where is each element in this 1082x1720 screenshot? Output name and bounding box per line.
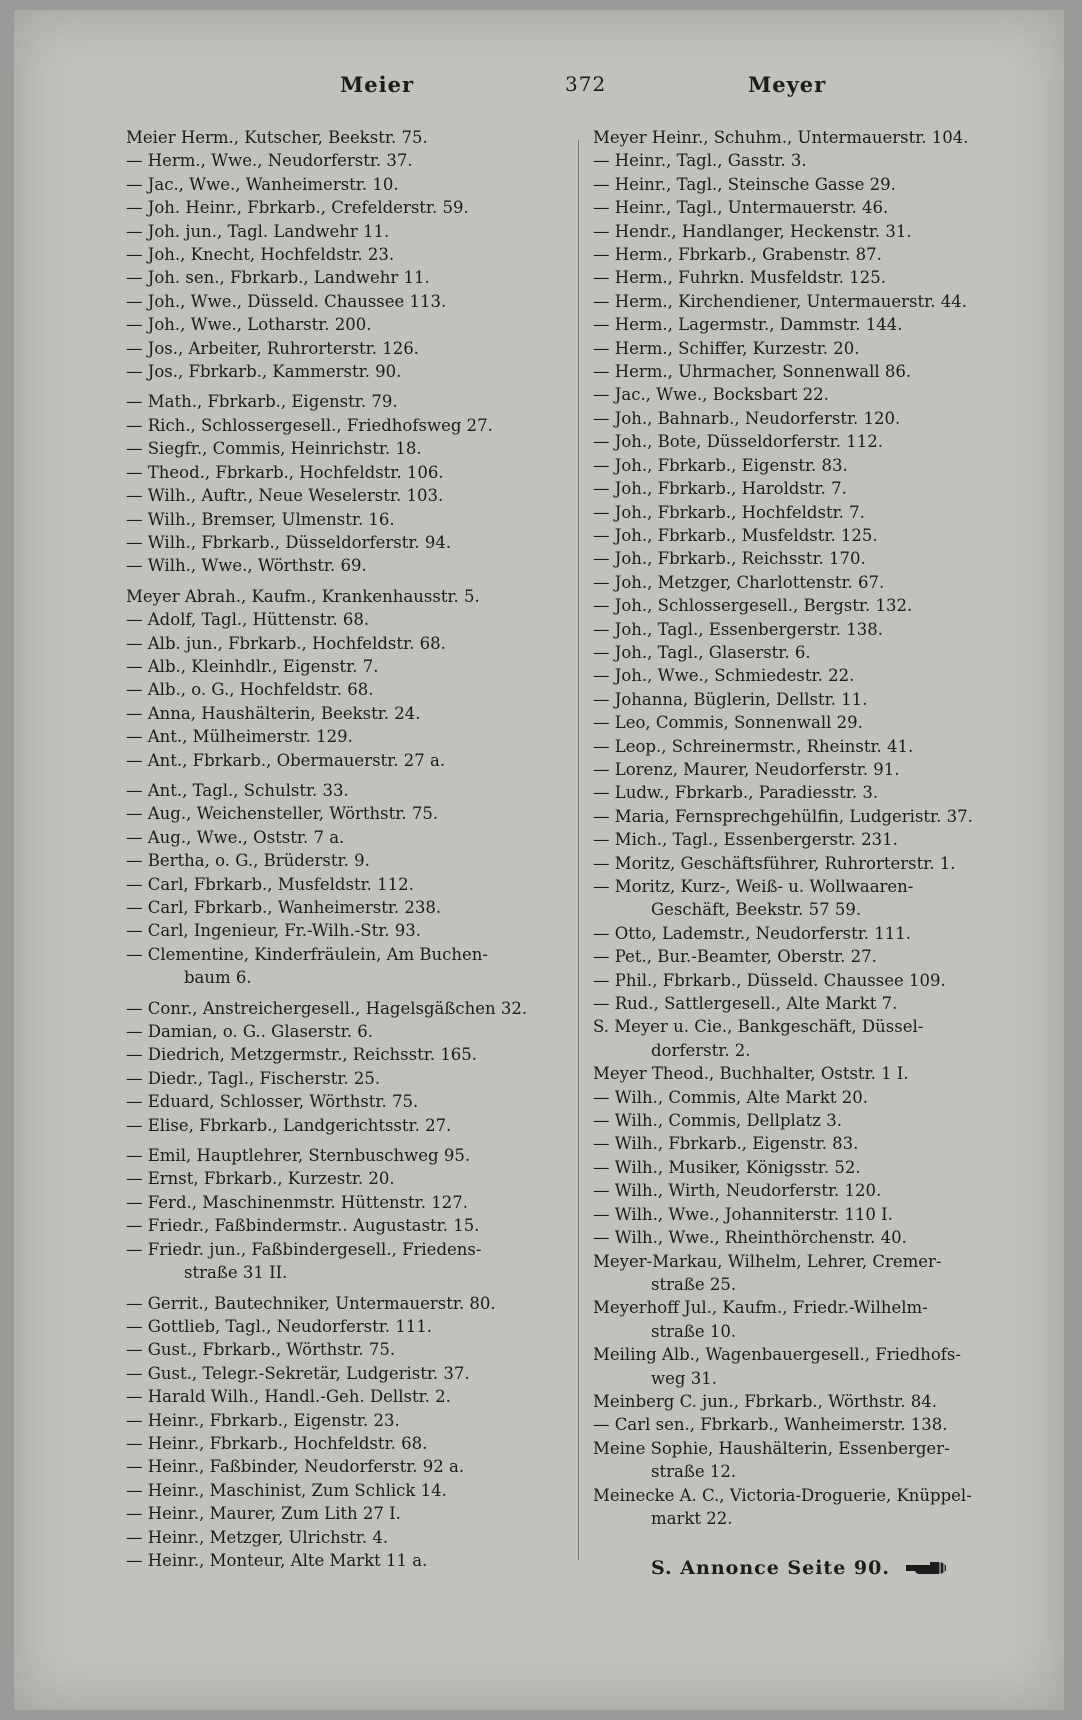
left-column-entry: — Alb., o. G., Hochfeldstr. 68.: [126, 680, 374, 700]
left-column-entry: — Heinr., Fbrkarb., Hochfeldstr. 68.: [126, 1433, 428, 1453]
left-column-entry: — Aug., Wwe., Oststr. 7 a.: [126, 827, 345, 847]
left-column-entry: — Diedr., Tagl., Fischerstr. 25.: [126, 1068, 381, 1088]
left-column-entry: — Jos., Arbeiter, Ruhrorterstr. 126.: [126, 338, 419, 358]
right-column: [593, 126, 1023, 1530]
column-divider: [578, 140, 579, 1560]
left-column-entry: — Joh., Knecht, Hochfeldstr. 23.: [126, 245, 395, 265]
left-column-entry: — Gust., Fbrkarb., Wörthstr. 75.: [126, 1340, 396, 1360]
right-column-entry: straße 12.: [651, 1462, 737, 1482]
right-column-entry: — Mich., Tagl., Essenbergerstr. 231.: [593, 830, 898, 850]
right-column-entry: Meyerhoff Jul., Kaufm., Friedr.-Wilhelm-: [593, 1298, 928, 1318]
right-column-entry: — Herm., Fbrkarb., Grabenstr. 87.: [593, 245, 882, 265]
left-column-entry: — Siegfr., Commis, Heinrichstr. 18.: [126, 439, 422, 459]
left-column-entry: — Damian, o. G.. Glaserstr. 6.: [126, 1022, 373, 1042]
left-column-entry: — Rich., Schlossergesell., Friedhofsweg 27.: [126, 415, 493, 435]
right-column-entry: — Wilh., Wwe., Rheinthörchenstr. 40.: [593, 1228, 907, 1248]
right-column-entry: Meyer-Markau, Wilhelm, Lehrer, Cremer-: [593, 1251, 942, 1271]
right-column-entry: — Hendr., Handlanger, Heckenstr. 31.: [593, 221, 912, 241]
right-column-entry: — Leo, Commis, Sonnenwall 29.: [593, 713, 863, 733]
right-column-entry: — Johanna, Büglerin, Dellstr. 11.: [593, 689, 868, 709]
left-column-entry: — Jac., Wwe., Wanheimerstr. 10.: [126, 174, 399, 194]
left-column-entry: — Alb. jun., Fbrkarb., Hochfeldstr. 68.: [126, 633, 446, 653]
left-column-entry: — Theod., Fbrkarb., Hochfeldstr. 106.: [126, 462, 444, 482]
left-column-entry: — Heinr., Maurer, Zum Lith 27 I.: [126, 1504, 401, 1524]
left-column-entry: — Jos., Fbrkarb., Kammerstr. 90.: [126, 362, 402, 382]
page-header: [0, 72, 1082, 112]
right-column-entry: — Otto, Lademstr., Neudorferstr. 111.: [593, 923, 912, 943]
right-column-entry: Meinberg C. jun., Fbrkarb., Wörthstr. 84.: [593, 1391, 937, 1411]
right-column-entry: — Joh., Tagl., Glaserstr. 6.: [593, 642, 811, 662]
left-column-entry: — Anna, Haushälterin, Beekstr. 24.: [126, 703, 421, 723]
right-column-entry: — Joh., Fbrkarb., Hochfeldstr. 7.: [593, 502, 865, 522]
left-column-entry: — Joh. jun., Tagl. Landwehr 11.: [126, 221, 390, 241]
left-column-entry: — Wilh., Fbrkarb., Düsseldorferstr. 94.: [126, 532, 452, 552]
left-column-entry: — Ant., Fbrkarb., Obermauerstr. 27 a.: [126, 750, 446, 770]
left-column-entry: — Heinr., Monteur, Alte Markt 11 a.: [126, 1550, 428, 1570]
left-column-entry: — Heinr., Faßbinder, Neudorferstr. 92 a.: [126, 1457, 465, 1477]
left-column-entry: — Gottlieb, Tagl., Neudorferstr. 111.: [126, 1316, 432, 1336]
right-column-entry: — Joh., Wwe., Schmiedestr. 22.: [593, 666, 855, 686]
left-column-entry: — Ant., Tagl., Schulstr. 33.: [126, 780, 349, 800]
header-left-keyword: Meier: [340, 72, 415, 97]
right-column-entry: straße 25.: [651, 1274, 737, 1294]
left-column-entry: — Adolf, Tagl., Hüttenstr. 68.: [126, 610, 370, 630]
pointing-hand-icon: [906, 1558, 948, 1581]
left-column-entry: — Heinr., Metzger, Ulrichstr. 4.: [126, 1527, 389, 1547]
right-column-entry: — Herm., Lagermstr., Dammstr. 144.: [593, 315, 903, 335]
left-column-entry: straße 31 II.: [184, 1263, 288, 1283]
left-column-entry: — Diedrich, Metzgermstr., Reichsstr. 165.: [126, 1045, 478, 1065]
right-column-entry: — Joh., Fbrkarb., Eigenstr. 83.: [593, 455, 848, 475]
right-column-entry: Meine Sophie, Haushälterin, Essenberger-: [593, 1438, 950, 1458]
left-column-entry: baum 6.: [184, 968, 252, 988]
right-column-entry: — Lorenz, Maurer, Neudorferstr. 91.: [593, 759, 900, 779]
right-column-entry: — Pet., Bur.-Beamter, Oberstr. 27.: [593, 947, 877, 967]
left-column-entry: — Gerrit., Bautechniker, Untermauerstr. 80.: [126, 1293, 496, 1313]
left-column-entry: — Carl, Ingenieur, Fr.-Wilh.-Str. 93.: [126, 921, 422, 941]
annonce-text: S. Annonce Seite 90.: [651, 1557, 890, 1579]
left-column-entry: — Clementine, Kinderfräulein, Am Buchen-: [126, 944, 488, 964]
left-column-entry: Meier Herm., Kutscher, Beekstr. 75.: [126, 128, 428, 147]
left-column-entry: — Wilh., Auftr., Neue Weselerstr. 103.: [126, 486, 444, 506]
left-column-entry: — Carl, Fbrkarb., Musfeldstr. 112.: [126, 874, 414, 894]
left-column-entry: — Elise, Fbrkarb., Landgerichtsstr. 27.: [126, 1115, 452, 1135]
right-column-entry: — Heinr., Tagl., Gasstr. 3.: [593, 151, 807, 171]
right-column-entry: — Herm., Schiffer, Kurzestr. 20.: [593, 338, 860, 358]
left-column-entry: — Math., Fbrkarb., Eigenstr. 79.: [126, 392, 398, 412]
right-column-entry: — Rud., Sattlergesell., Alte Markt 7.: [593, 994, 898, 1014]
left-column-entry: — Harald Wilh., Handl.-Geh. Dellstr. 2.: [126, 1387, 451, 1407]
right-column-entry: — Heinr., Tagl., Steinsche Gasse 29.: [593, 174, 896, 194]
right-column-entry: — Moritz, Geschäftsführer, Ruhrorterstr. 1.: [593, 853, 956, 873]
right-column-entry: — Wilh., Wirth, Neudorferstr. 120.: [593, 1181, 882, 1201]
right-column-entry: — Heinr., Tagl., Untermauerstr. 46.: [593, 198, 889, 218]
right-column-entry: — Joh., Schlossergesell., Bergstr. 132.: [593, 596, 913, 616]
left-column-entry: — Joh., Wwe., Düsseld. Chaussee 113.: [126, 291, 447, 311]
right-column-entry: — Joh., Fbrkarb., Musfeldstr. 125.: [593, 525, 878, 545]
right-column-entry: — Maria, Fernsprechgehülfin, Ludgeristr. 37.: [593, 806, 973, 826]
right-column-entry: — Ludw., Fbrkarb., Paradiesstr. 3.: [593, 783, 879, 803]
left-column-entry: — Friedr. jun., Faßbindergesell., Friedens-: [126, 1239, 482, 1259]
left-column-entry: — Ernst, Fbrkarb., Kurzestr. 20.: [126, 1169, 395, 1189]
header-right-keyword: Meyer: [748, 72, 827, 97]
right-column-entry: straße 10.: [651, 1321, 737, 1341]
left-column-entry: — Emil, Hauptlehrer, Sternbuschweg 95.: [126, 1146, 471, 1166]
right-column-entry: Meinecke A. C., Victoria-Droguerie, Knüppel-: [593, 1485, 972, 1505]
right-column-entry: — Joh., Bahnarb., Neudorferstr. 120.: [593, 408, 901, 428]
right-column-entry: — Herm., Uhrmacher, Sonnenwall 86.: [593, 362, 912, 382]
left-column-entry: — Gust., Telegr.-Sekretär, Ludgeristr. 37.: [126, 1363, 470, 1383]
left-column-entry: — Ant., Mülheimerstr. 129.: [126, 727, 353, 747]
right-column-entry: — Wilh., Wwe., Johanniterstr. 110 I.: [593, 1204, 893, 1224]
right-column-entry: — Herm., Kirchendiener, Untermauerstr. 44.: [593, 291, 967, 311]
right-column-entry: — Wilh., Fbrkarb., Eigenstr. 83.: [593, 1134, 859, 1154]
right-column-entry: — Jac., Wwe., Bocksbart 22.: [593, 385, 829, 405]
right-column-entry: markt 22.: [651, 1508, 733, 1528]
left-column-entry: — Aug., Weichensteller, Wörthstr. 75.: [126, 804, 439, 824]
left-column-entry: — Heinr., Maschinist, Zum Schlick 14.: [126, 1480, 447, 1500]
right-column-entry: Geschäft, Beekstr. 57 59.: [651, 900, 862, 920]
right-column-entry: Meyer Theod., Buchhalter, Oststr. 1 I.: [593, 1064, 909, 1084]
annonce-footer: [651, 1557, 948, 1581]
right-column-entry: — Leop., Schreinermstr., Rheinstr. 41.: [593, 736, 914, 756]
left-column-entry: — Wilh., Bremser, Ulmenstr. 16.: [126, 509, 395, 529]
left-column-entry: — Joh. Heinr., Fbrkarb., Crefelderstr. 59.: [126, 198, 469, 218]
right-column-entry: — Phil., Fbrkarb., Düsseld. Chaussee 109.: [593, 970, 946, 990]
left-column-entry: — Eduard, Schlosser, Wörthstr. 75.: [126, 1092, 419, 1112]
left-column-entry: — Ferd., Maschinenmstr. Hüttenstr. 127.: [126, 1192, 468, 1212]
left-column-entry: — Wilh., Wwe., Wörthstr. 69.: [126, 556, 367, 576]
page-number: 372: [565, 72, 607, 96]
right-column-entry: — Herm., Fuhrkn. Musfeldstr. 125.: [593, 268, 886, 288]
right-column-entry: — Carl sen., Fbrkarb., Wanheimerstr. 138.: [593, 1415, 948, 1435]
left-column-entry: — Friedr., Faßbindermstr.. Augustastr. 15.: [126, 1216, 480, 1236]
left-column: [126, 126, 566, 1572]
left-column-entry: — Carl, Fbrkarb., Wanheimerstr. 238.: [126, 898, 442, 917]
right-column-entry: — Joh., Metzger, Charlottenstr. 67.: [593, 572, 885, 592]
right-column-entry: Meiling Alb., Wagenbauergesell., Friedhofs-: [593, 1345, 961, 1365]
right-column-entry: — Joh., Bote, Düsseldorferstr. 112.: [593, 432, 883, 452]
right-column-entry: — Joh., Fbrkarb., Haroldstr. 7.: [593, 479, 847, 499]
left-column-entry: — Heinr., Fbrkarb., Eigenstr. 23.: [126, 1410, 400, 1430]
left-column-entry: Meyer Abrah., Kaufm., Krankenhausstr. 5.: [126, 586, 480, 606]
right-column-entry: S. Meyer u. Cie., Bankgeschäft, Düssel-: [593, 1017, 924, 1037]
left-column-entry: — Joh. sen., Fbrkarb., Landwehr 11.: [126, 268, 430, 288]
left-column-entry: — Bertha, o. G., Brüderstr. 9.: [126, 851, 370, 871]
left-column-entry: — Herm., Wwe., Neudorferstr. 37.: [126, 151, 413, 171]
right-column-entry: — Wilh., Musiker, Königsstr. 52.: [593, 1157, 861, 1177]
right-column-entry: dorferstr. 2.: [651, 1040, 751, 1060]
left-column-entry: — Joh., Wwe., Lotharstr. 200.: [126, 315, 372, 335]
left-column-entry: — Alb., Kleinhdlr., Eigenstr. 7.: [126, 656, 379, 676]
right-column-entry: — Joh., Fbrkarb., Reichsstr. 170.: [593, 549, 866, 569]
right-column-entry: Meyer Heinr., Schuhm., Untermauerstr. 104.: [593, 128, 969, 147]
right-column-entry: — Wilh., Commis, Dellplatz 3.: [593, 1111, 842, 1131]
right-column-entry: weg 31.: [651, 1368, 717, 1388]
right-column-entry: — Joh., Tagl., Essenbergerstr. 138.: [593, 619, 883, 639]
right-column-entry: — Wilh., Commis, Alte Markt 20.: [593, 1087, 868, 1107]
right-column-entry: — Moritz, Kurz-, Weiß- u. Wollwaaren-: [593, 877, 914, 896]
left-column-entry: — Conr., Anstreichergesell., Hagelsgäßchen 32.: [126, 998, 528, 1018]
